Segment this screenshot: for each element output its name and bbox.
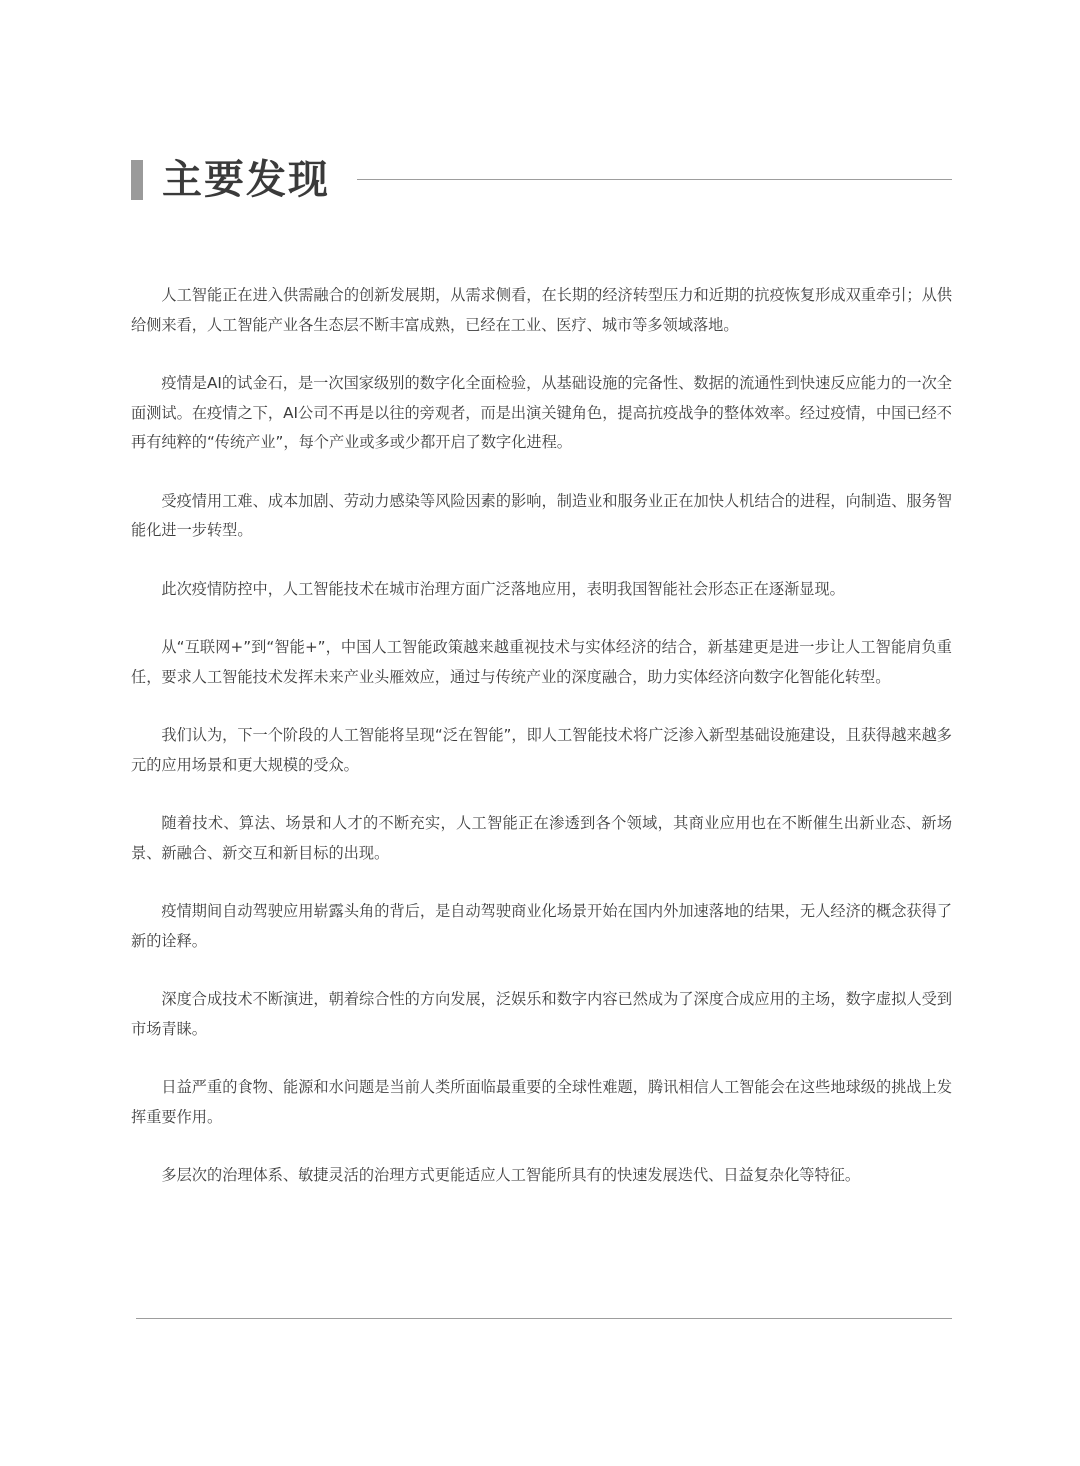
finding-paragraph: 多层次的治理体系、敏捷灵活的治理方式更能适应人工智能所具有的快速发展迭代、日益复杂化等特征。 (161, 1166, 861, 1184)
finding-paragraph: 我们认为，下一个阶段的人工智能将呈现“泛在智能”，即人工智能技术将广泛渗入新型基础设施建设，且获得越来越多元的应用场景和更大规模的受众。 (131, 726, 952, 774)
findings-body (131, 281, 952, 1220)
finding-paragraph: 日益严重的食物、能源和水问题是当前人类所面临最重要的全球性难题，腾讯相信人工智能会在这些地球级的挑战上发挥重要作用。 (131, 1078, 952, 1126)
finding-paragraph: 疫情期间自动驾驶应用崭露头角的背后，是自动驾驶商业化场景开始在国内外加速落地的结果，无人经济的概念获得了新的诠释。 (131, 902, 952, 950)
finding-paragraph: 从“互联网+”到“智能+”，中国人工智能政策越来越重视技术与实体经济的结合，新基建更是进一步让人工智能肩负重任，要求人工智能技术发挥未来产业头雁效应，通过与传统产业的深度融合，助力实体经济向数字化智能化转型。 (131, 638, 952, 686)
footer-divider (136, 1318, 952, 1319)
finding-paragraph: 此次疫情防控中，人工智能技术在城市治理方面广泛落地应用，表明我国智能社会形态正在逐渐显现。 (161, 579, 845, 598)
finding-paragraph: 随着技术、算法、场景和人才的不断充实，人工智能正在渗透到各个领域，其商业应用也在不断催生出新业态、新场景、新融合、新交互和新目标的出现。 (131, 814, 952, 862)
finding-paragraph: 受疫情用工难、成本加剧、劳动力感染等风险因素的影响，制造业和服务业正在加快人机结合的进程，向制造、服务智能化进一步转型。 (131, 491, 952, 539)
heading-accent-bar (131, 160, 143, 200)
finding-paragraph: 深度合成技术不断演进，朝着综合性的方向发展，泛娱乐和数字内容已然成为了深度合成应用的主场，数字虚拟人受到市场青睐。 (131, 990, 952, 1038)
finding-paragraph: 人工智能正在进入供需融合的创新发展期，从需求侧看，在长期的经济转型压力和近期的抗疫恢复形成双重牵引；从供给侧来看，人工智能产业各生态层不断丰富成熟，已经在工业、医疗、城市等多领域落地。 (131, 286, 952, 334)
heading-divider (357, 179, 952, 180)
finding-paragraph: 疫情是AI的试金石，是一次国家级别的数字化全面检验，从基础设施的完备性、数据的流通性到快速反应能力的一次全面测试。在疫情之下，AI公司不再是以往的旁观者，而是出演关键角色，提高抗疫战争的整体效率。经过疫情，中国已经不再有纯粹的“传统产业”，每个产业或多或少都开启了数字化进程。 (131, 374, 952, 451)
page-title: 主要发现 (162, 157, 330, 203)
